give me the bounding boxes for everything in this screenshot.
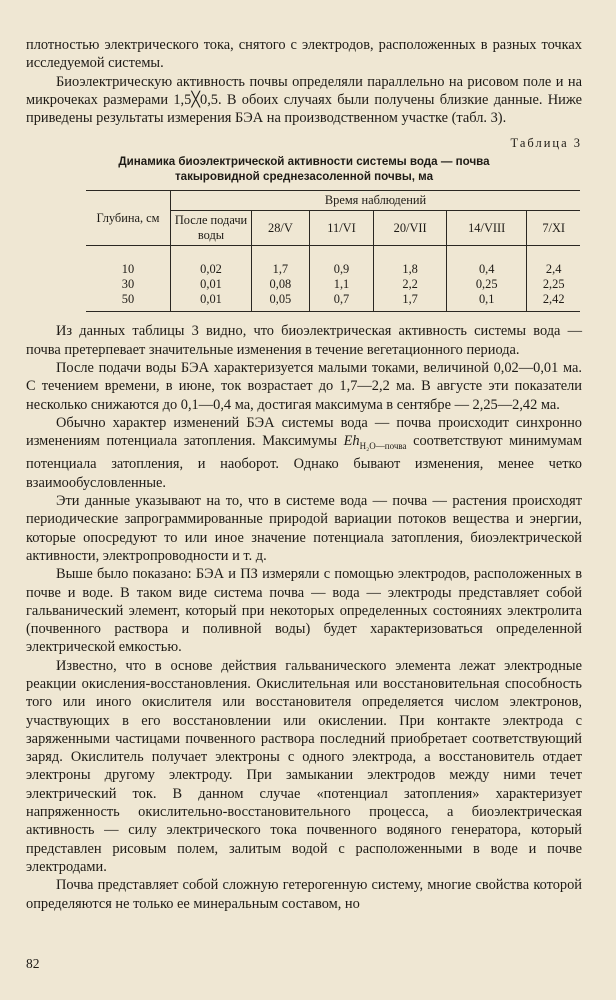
eh-subscript: H₂O—почва bbox=[359, 441, 407, 452]
paragraph-body-7: Почва представляет собой сложную гетерогенную систему, многие свойства которой определяются не только ее минеральным составом, но bbox=[26, 877, 582, 912]
paragraph-body-3-part-a: Обычно характер изменений БЭА системы вода — почва происходит синхронно изменениям потенциала затопления. Максимумы bbox=[26, 414, 582, 450]
value-cell: 1,7 bbox=[252, 246, 310, 278]
table-caption-line-2: такыровидной среднезасоленной почвы, ма bbox=[174, 169, 434, 183]
value-cell: 0,1 bbox=[447, 292, 527, 312]
value-cell: 2,25 bbox=[527, 277, 580, 292]
value-cell: 2,2 bbox=[374, 277, 447, 292]
paragraph-body-6: Известно, что в основе действия гальванического элемента лежат электродные реакции окисления-восстановления. Окислительная или восстановительная способность того или иного окислителя или восстановителя определяется числом электронов, участвующих в его восстановлении или окислении. При контакте электрода с заряженными частицами почвенного раствора последний приобретает соответствующий заряд. Окислитель получает электроны с одного электрода, а восстановитель отдает электроны другому электроду. При замыкании электродов между ними течет электрический ток. В данном случае «потенциал затопления» характеризует напряженность окислительно-восстановительного процесса, а биоэлектрическая активность — силу электрического тока почвенного водяного генератора, который представлен рисовым полем, залитым водой с расположенными в воде и почве электродами. bbox=[26, 657, 582, 875]
eh-symbol: Eh bbox=[343, 433, 360, 450]
column-header: 11/VI bbox=[309, 211, 373, 246]
paragraph-body-5: Выше было показано: БЭА и ПЗ измеряли с помощью электродов, расположенных в почве и воде. В таком виде система почва — вода — электроды представляет собой гальванический элемент, который при некоторых определенных состояниях электролита (почвенного раствора и поливной воды) будет характеризоваться определенной электрической емкостью. bbox=[26, 566, 582, 656]
time-group-header: Время наблюдений bbox=[171, 191, 581, 211]
page-content bbox=[26, 36, 582, 913]
value-cell: 2,4 bbox=[527, 246, 580, 278]
value-cell: 0,01 bbox=[171, 277, 252, 292]
paragraph-intro-2: Биоэлектрическую активность почвы определяли параллельно на рисовом поле и на микрочеках размерами 1,5╳0,5. В обоих случаях были получены близкие данные. Ниже приведены результаты измерения БЭА на производственном участке (табл. 3). bbox=[26, 73, 582, 127]
table-row bbox=[86, 277, 580, 292]
table-row bbox=[86, 246, 580, 278]
value-cell: 0,05 bbox=[252, 292, 310, 312]
paragraph-body-1: Из данных таблицы 3 видно, что биоэлектрическая активность системы вода — почва претерпевает значительные изменения в течение вегетационного периода. bbox=[26, 323, 582, 358]
page-number: 82 bbox=[26, 956, 40, 971]
depth-cell: 30 bbox=[121, 277, 135, 292]
table-caption-line-1: Динамика биоэлектрической активности системы вода — почва bbox=[118, 155, 490, 169]
column-header: 20/VII bbox=[374, 211, 447, 246]
table-caption bbox=[26, 155, 582, 184]
value-cell: 1,8 bbox=[374, 246, 447, 278]
table-label: Таблица 3 bbox=[510, 136, 582, 151]
spacer bbox=[26, 312, 582, 322]
value-cell: 0,02 bbox=[171, 246, 252, 278]
value-cell: 0,9 bbox=[309, 246, 373, 278]
column-header: 28/V bbox=[252, 211, 310, 246]
paragraph-body-4: Эти данные указывают на то, что в системе вода — почва — растения происходят периодические запрограммированные природой вариации потоков вещества и энергии, которые опосредуют то или иное значение потенциала затопления, биоэлектрической активности, электропроводности и т. д. bbox=[26, 493, 582, 564]
data-table bbox=[86, 190, 580, 312]
column-header: 7/XI bbox=[527, 211, 580, 246]
value-cell: 0,01 bbox=[171, 292, 252, 312]
column-header: 14/VIII bbox=[447, 211, 527, 246]
value-cell: 0,08 bbox=[252, 277, 310, 292]
paragraph-body-3-part-b: соответствуют минимумам потенциала затопления, и наоборот. Однако бывают изменения, менее четко взаимообусловленные. bbox=[26, 433, 583, 491]
depth-header: Глубина, см bbox=[86, 191, 171, 246]
value-cell: 1,1 bbox=[309, 277, 373, 292]
value-cell: 0,7 bbox=[309, 292, 373, 312]
depth-cell: 50 bbox=[86, 292, 171, 312]
value-cell: 0,25 bbox=[447, 277, 527, 292]
depth-cell: 10 bbox=[121, 262, 135, 277]
column-header: После подачи воды bbox=[171, 211, 252, 246]
paragraph-body-3 bbox=[26, 414, 582, 492]
table-row bbox=[86, 292, 580, 312]
paragraph-intro-1: плотностью электрического тока, снятого с электродов, расположенных в разных точках исследуемой системы. bbox=[26, 37, 582, 72]
value-cell: 0,4 bbox=[447, 246, 527, 278]
paragraph-body-2: После подачи воды БЭА характеризуется малыми токами, величиной 0,02—0,01 ма. С течением времени, в июне, ток возрастает до 1,7—2,2 ма. В августе эти показатели несколько снижаются до 0,1—0,4 ма, достигая максимума в сентябре — 2,25—2,42 ма. bbox=[26, 360, 582, 413]
value-cell: 2,42 bbox=[527, 292, 580, 312]
value-cell: 1,7 bbox=[374, 292, 447, 312]
